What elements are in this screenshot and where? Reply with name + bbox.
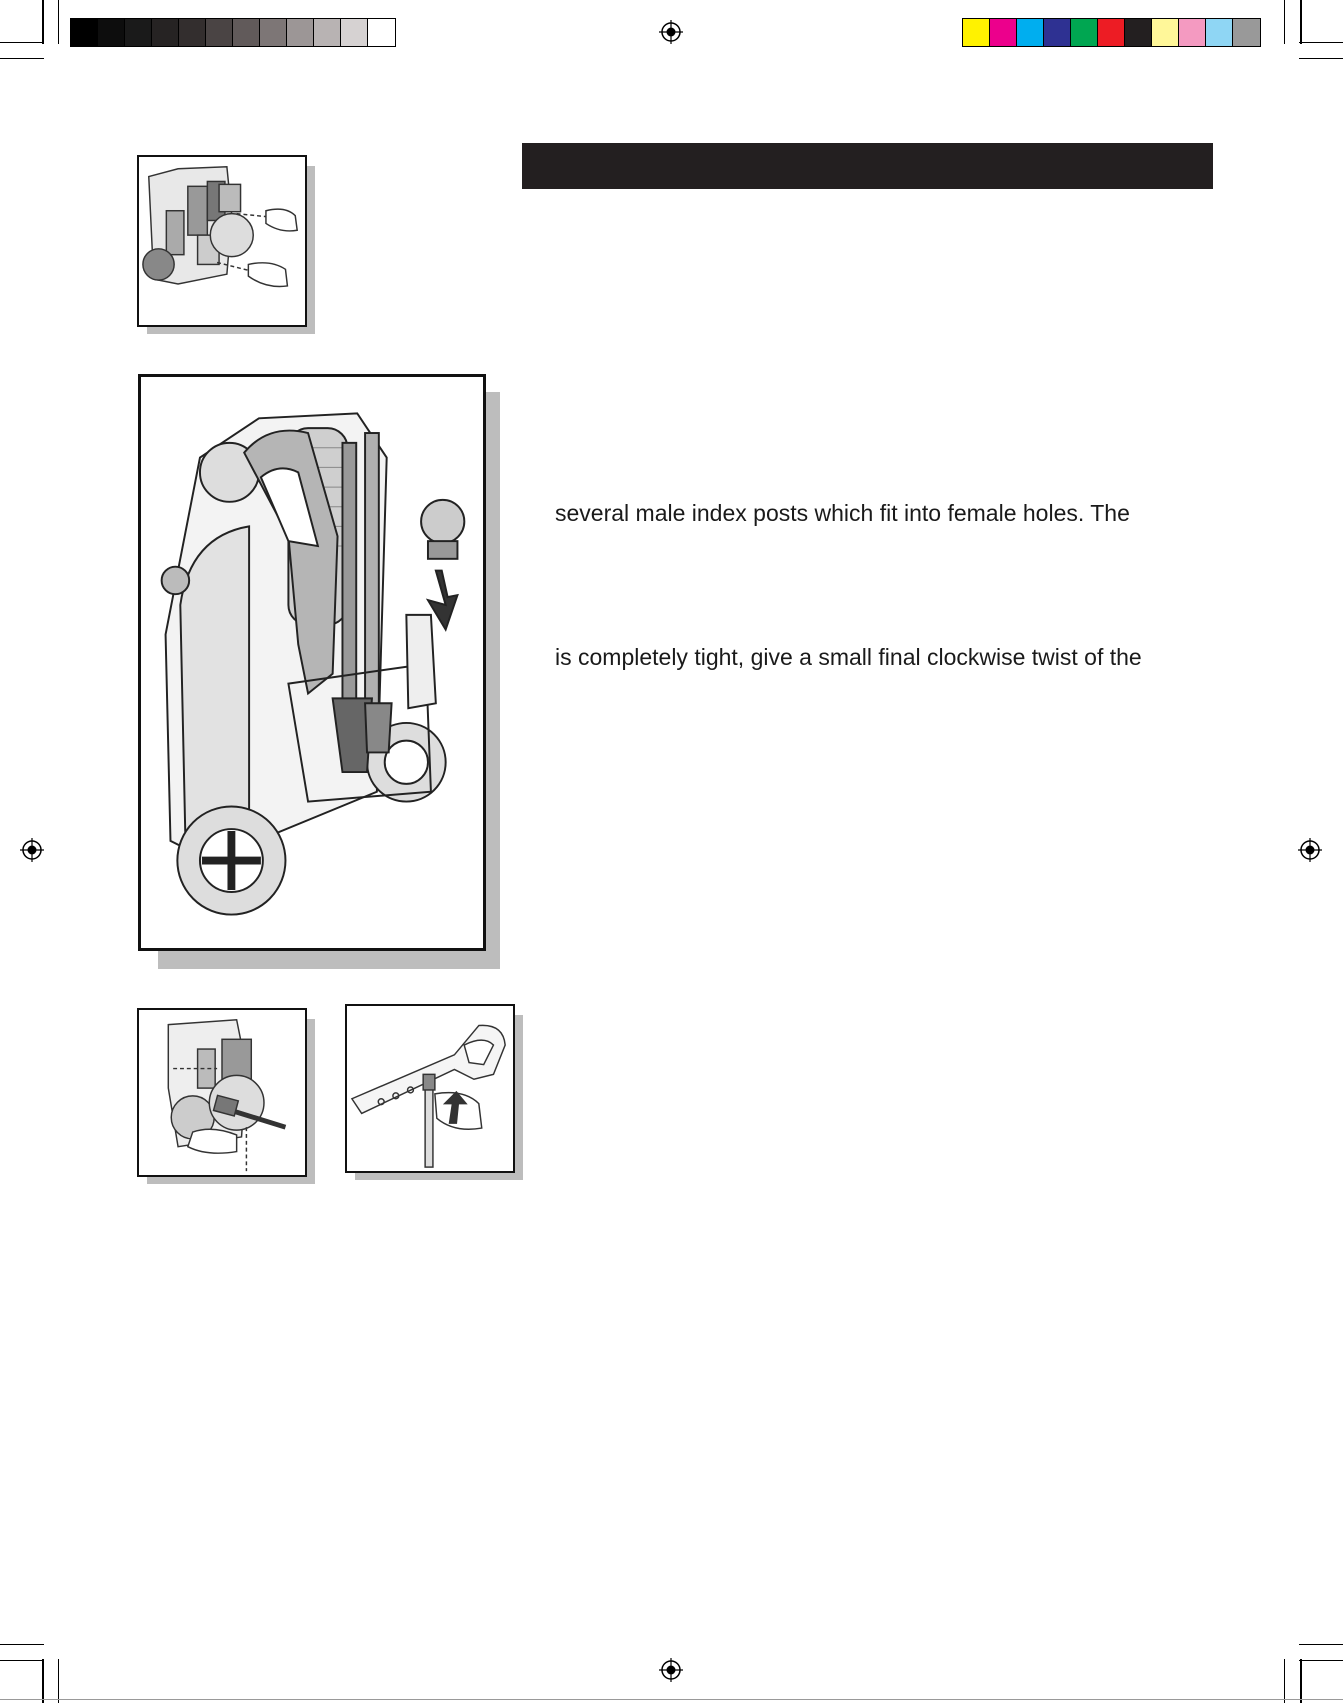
crop-mark <box>1299 58 1343 59</box>
color-swatch <box>990 19 1017 46</box>
color-swatch <box>125 19 152 46</box>
pressure-washer-storage-illustration <box>141 377 483 948</box>
color-swatch <box>71 19 98 46</box>
registration-mark-icon <box>1298 838 1322 862</box>
trim-line <box>0 1699 1343 1700</box>
color-swatch <box>314 19 341 46</box>
crop-mark <box>42 0 44 44</box>
grayscale-color-bar <box>70 18 396 47</box>
color-swatch <box>179 19 206 46</box>
registration-mark-icon <box>659 20 683 44</box>
crop-mark <box>1300 0 1302 44</box>
crop-mark <box>58 0 59 44</box>
color-swatch <box>287 19 314 46</box>
registration-mark-icon <box>20 838 44 862</box>
instruction-text-line: several male index posts which fit into female holes. The <box>555 500 1130 526</box>
crop-mark <box>1299 1660 1343 1661</box>
color-swatch <box>1098 19 1125 46</box>
color-swatch <box>1017 19 1044 46</box>
trigger-gun-lance-illustration <box>347 1006 513 1171</box>
color-swatch <box>1179 19 1206 46</box>
registration-mark-icon <box>659 1658 683 1682</box>
figure-hose-connection <box>137 1008 307 1177</box>
color-swatch <box>206 19 233 46</box>
color-swatch <box>1125 19 1152 46</box>
crop-mark <box>0 1660 44 1661</box>
crop-mark <box>1284 0 1285 44</box>
color-swatch <box>963 19 990 46</box>
crop-mark <box>58 1659 59 1703</box>
color-swatch <box>1152 19 1179 46</box>
figure-holder-attachment <box>137 155 307 327</box>
hose-connection-illustration <box>139 1010 305 1175</box>
crop-mark <box>1299 1644 1343 1645</box>
figure-main-storage <box>138 374 486 951</box>
crop-mark <box>1300 1659 1302 1703</box>
holder-clip-attachment-illustration <box>139 157 305 325</box>
crop-mark <box>0 1644 44 1645</box>
color-swatch <box>1206 19 1233 46</box>
crop-mark <box>0 42 44 43</box>
color-swatch <box>1044 19 1071 46</box>
crop-mark <box>1299 42 1343 43</box>
section-heading-bar <box>522 143 1213 189</box>
color-swatch <box>368 19 395 46</box>
process-color-bar <box>962 18 1261 47</box>
color-swatch <box>341 19 368 46</box>
instruction-text-line: is completely tight, give a small final clockwise twist of the <box>555 644 1142 670</box>
crop-mark <box>0 58 44 59</box>
crop-mark <box>42 1659 44 1703</box>
color-swatch <box>152 19 179 46</box>
crop-mark <box>1284 1659 1285 1703</box>
color-swatch <box>260 19 287 46</box>
color-swatch <box>1071 19 1098 46</box>
figure-trigger-gun-lance <box>345 1004 515 1173</box>
color-swatch <box>233 19 260 46</box>
color-swatch <box>98 19 125 46</box>
color-swatch <box>1233 19 1260 46</box>
